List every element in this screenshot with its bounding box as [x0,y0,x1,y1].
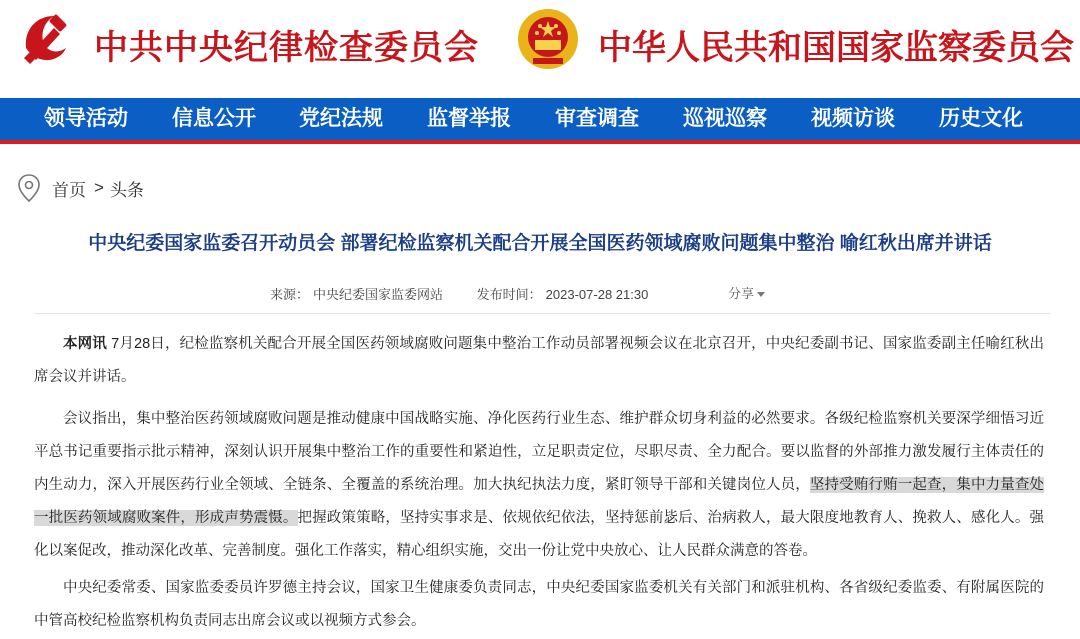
nsc-title: 中华人民共和国国家监察委员会 [598,28,1074,68]
nav-item-history[interactable]: 历史文化 [939,105,1023,130]
paragraph-text: 把握政策策略，坚持实事求是、依规依纪依法，坚持惩前毖后、治病救人，最大限度地教育人、挽救人、感化人。强化以案促改，推动深化改革、完善制度。强化工作落实，精心组织实施，交出一份让党中央放心、让人民群众满意的答卷。 [34,510,1044,559]
breadcrumb [16,172,144,204]
main-nav [0,98,1080,140]
location-pin-icon [16,173,42,203]
meta-divider [34,313,1050,314]
nav-item-disclosure[interactable]: 信息公开 [172,105,256,130]
article-paragraph [34,403,1044,568]
highlighted-text: 坚持受贿行贿一起查，集中力量查处一批医药领域腐败案件，形成声势震慑。 [34,477,1045,526]
caret-down-icon [757,292,765,297]
share-label: 分享 [728,286,755,301]
source-label: 来源： [270,287,310,302]
cpc-ccdi-title: 中共中央纪律检查委员会 [94,28,479,68]
nav-item-inspection[interactable]: 巡视巡察 [683,105,767,130]
article-title: 中央纪委国家监委召开动员会 部署纪检监察机关配合开展全国医药领域腐败问题集中整治 喻红秋出席并讲话 [88,233,992,254]
nav-item-video[interactable]: 视频访谈 [811,105,895,130]
time-value: 2023-07-28 21:30 [545,287,649,302]
breadcrumb-current[interactable]: 头条 [109,180,144,200]
source-value: 中央纪委国家监委网站 [313,287,444,302]
nav-item-regulations[interactable]: 党纪法规 [299,105,383,130]
national-emblem-icon [515,6,581,72]
lead-label: 本网讯 [63,336,107,352]
article-paragraph [34,572,1044,638]
nav-item-leadership[interactable]: 领导活动 [44,105,128,130]
time-label: 发布时间： [476,287,542,302]
nav-item-report[interactable]: 监督举报 [427,105,511,130]
breadcrumb-separator: > [94,178,104,197]
breadcrumb-home[interactable]: 首页 [52,180,86,200]
paragraph-text: 7月28日，纪检监察机关配合开展全国医药领域腐败问题集中整治工作动员部署视频会议在北京召开，中央纪委副书记、国家监委副主任喻红秋出席会议并讲话。 [34,336,1045,385]
nav-underline [0,140,1080,144]
site-header [0,0,1080,98]
share-button[interactable] [728,283,765,302]
article-meta [270,284,652,303]
paragraph-text: 会议指出，集中整治医药领域腐败问题是推动健康中国战略实施、净化医药行业生态、维护群众切身利益的必然要求。各级纪检监察机关要深学细悟习近平总书记重要指示批示精神，深刻认识开展集中整治工作的重要性和紧迫性，立足职责定位，尽职尽责、全力配合。要以监督的外部推力激发履行主体责任的内生动力，深入开展医药行业全领域、全链条、全覆盖的系统治理。加大执纪执法力度，紧盯领导干部和关键岗位人员， [34,411,1044,493]
party-emblem-icon [14,8,76,70]
nav-item-investigation[interactable]: 审查调查 [555,105,639,130]
paragraph-text: 中央纪委常委、国家监委委员许罗德主持会议，国家卫生健康委负责同志，中央纪委国家监委机关有关部门和派驻机构、各省级纪委监委、有附属医院的中管高校纪检监察机构负责同志出席会议或以视频方式参会。 [34,580,1044,629]
article-paragraph [34,328,1044,394]
